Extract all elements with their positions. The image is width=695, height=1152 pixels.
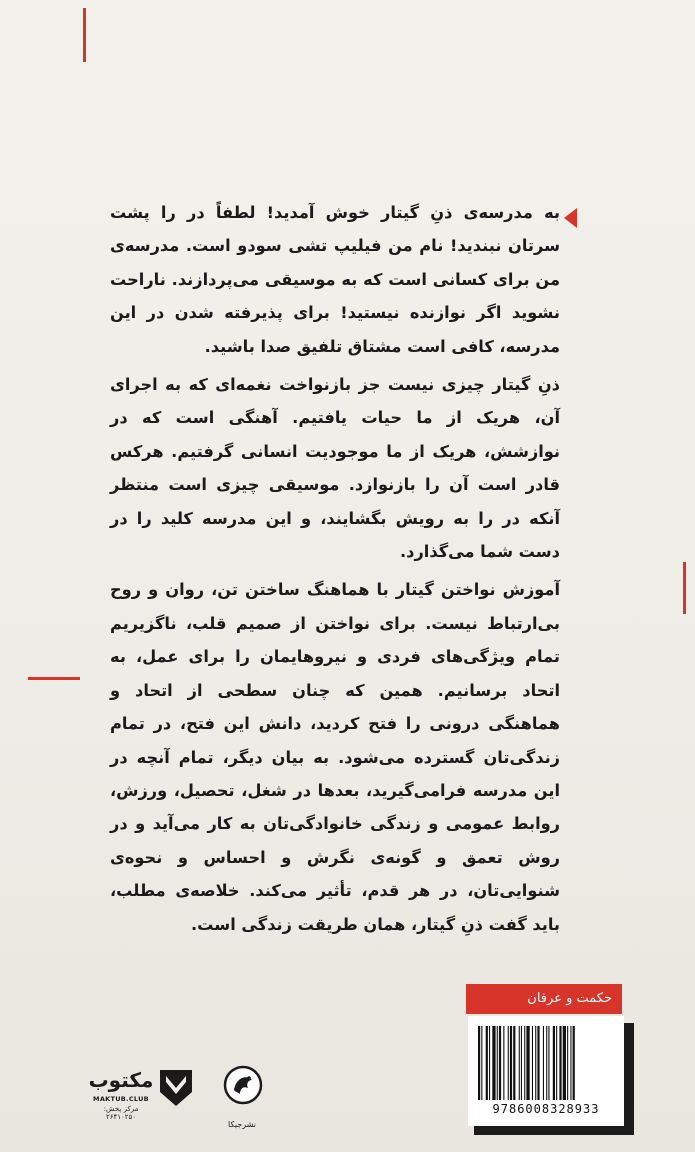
publisher-name: نشرجیکا (228, 1120, 256, 1129)
barcode-bar (508, 1026, 509, 1100)
barcode-bar (524, 1026, 525, 1100)
barcode-bars (478, 1026, 614, 1100)
barcode-bar (497, 1026, 498, 1100)
barcode-bar (519, 1026, 520, 1100)
barcode-bar (537, 1026, 539, 1100)
barcode-bar (563, 1026, 566, 1100)
category-label: حکمت و عرفان (466, 984, 622, 1014)
right-accent-line (683, 562, 686, 614)
barcode-bar (492, 1026, 495, 1100)
barcode-bar (543, 1026, 544, 1100)
barcode-bar (548, 1026, 549, 1100)
barcode-bar (521, 1026, 522, 1100)
left-accent-line (28, 677, 80, 680)
barcode-bar (478, 1026, 480, 1100)
barcode-bar (535, 1026, 536, 1100)
triangle-marker-icon (564, 208, 577, 228)
blurb-paragraph-1: به مدرسه‌ی ذنِ گیتار خوش آمدید! لطفاً در را پشت سرتان نبندید! نام من فیلیپ تشی سودو است. مدرسه‌ی من برای کسانی است که به موسیقی می‌پردازند. ناراحت نشوید اگر نوازنده نیستید! برای پذیرفته شدن در این مدرسه، کافی است مشتاق تلفیق صدا باشید. (110, 203, 560, 356)
barcode-bar (481, 1026, 482, 1100)
distributor-site: MAKTUB.CLUB (93, 1095, 149, 1103)
barcode-bar (486, 1026, 488, 1100)
top-accent-line (83, 8, 86, 62)
barcode-bar (513, 1026, 515, 1100)
distributor-name: مکتوب (88, 1068, 154, 1092)
barcode-bar (573, 1026, 575, 1100)
barcode-bar (510, 1026, 512, 1100)
isbn-barcode (468, 1016, 624, 1126)
distributor-phone: مرکز پخش: ۲۶۴۱۰۲۵۰ (103, 1105, 139, 1121)
barcode-bar (503, 1026, 504, 1100)
maktub-shield-icon (158, 1068, 194, 1108)
barcode-bar (489, 1026, 490, 1100)
barcode-bar (532, 1026, 533, 1100)
publisher-logo-icon (222, 1064, 264, 1122)
barcode-bar (526, 1026, 529, 1100)
blurb-text (110, 196, 560, 946)
barcode-bar (567, 1026, 568, 1100)
barcode-bar (499, 1026, 501, 1100)
barcode-bar (546, 1026, 547, 1100)
barcode-bar (553, 1026, 555, 1100)
isbn-number: 9786008328933 (492, 1102, 600, 1116)
blurb-paragraph-3: آموزش نواختن گیتار با هماهنگ ساختن تن، روان و روح بی‌ارتباط نیست. برای نواختن از صمیم قلب، ناگزیریم تمام ویژگی‌های فردی و نیروهایمان را برای عمل، به اتحاد برسانیم. همین که چنان سطحی از اتحاد و هماهنگی درونی را فتح کردید، دانش این فتح، در تمام زندگی‌تان گسترده می‌شود. به بیان دیگر، تمام آنچه در این مدرسه فرامی‌گیرید، بعدها در شغل، تحصیل، ورزش، روابط عمومی و زندگی خانوادگی‌تان به کار می‌آید و در روش تعمق و گونه‌ی نگرش و احساس و نحوه‌ی شنوایی‌تان، در هر قدم، تأثیر می‌کند. خلاصه‌ی مطلب، باید گفت ذنِ گیتار، همان طریقت زندگی است. (110, 580, 560, 934)
barcode-bar (556, 1026, 557, 1100)
barcode-bar (570, 1026, 571, 1100)
blurb-paragraph-2: ذنِ گیتار چیزی نیست جز بازنواخت نغمه‌ای که به اجرای آن، هریک از ما حیات یافتیم. آهنگی است که در نوازشش، هریک از ما موجودیت انسانی گرفتیم. هرکس قادر است آن را بازنوازد. موسیقی چیزی است منتظر آنکه در را به رویش بگشایند، و این مدرسه کلید را در دست شما می‌گذارد. (110, 375, 560, 562)
barcode-bar (559, 1026, 561, 1100)
